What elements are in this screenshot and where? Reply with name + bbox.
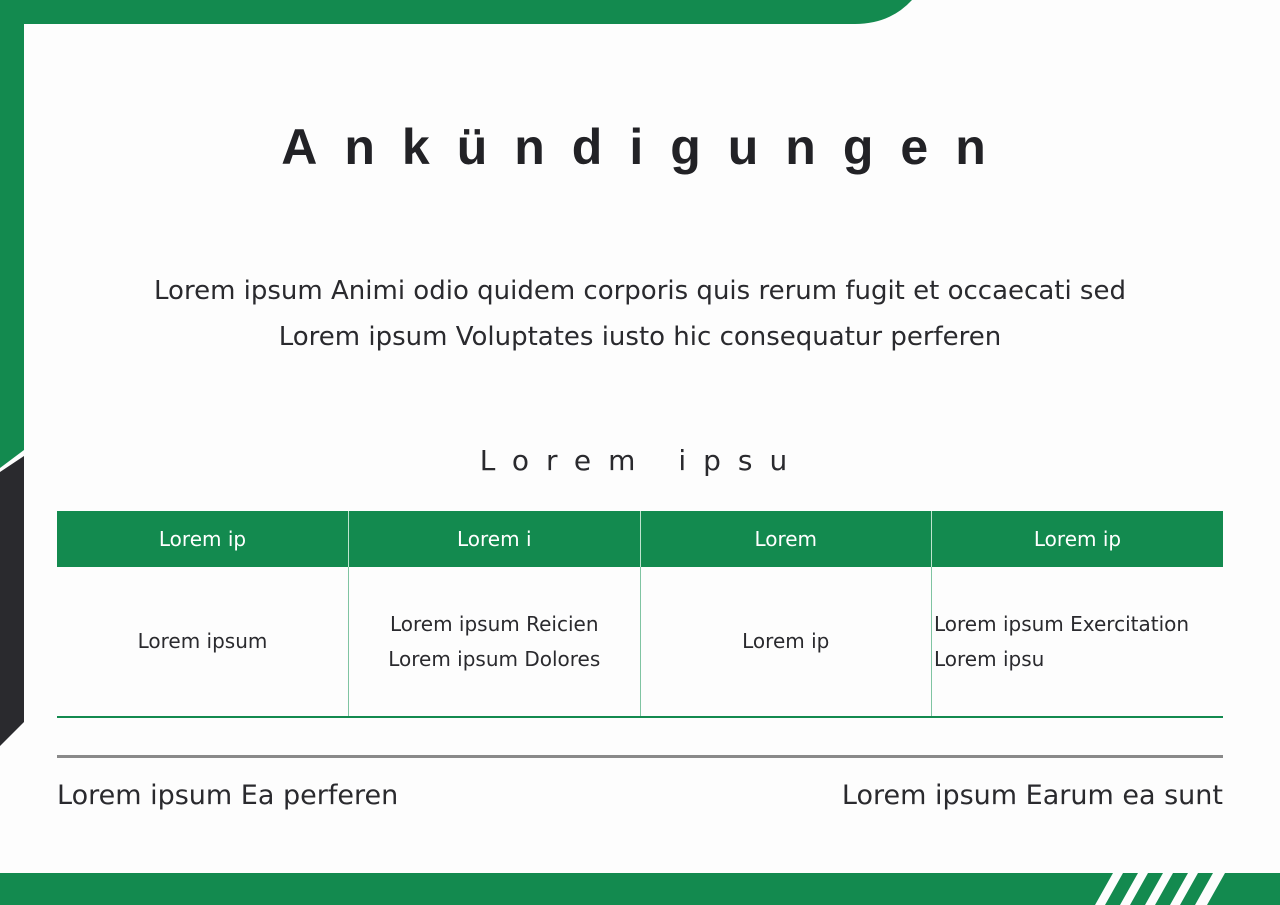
- column-header: Lorem i: [349, 511, 641, 567]
- table-row: [57, 567, 1223, 717]
- bottom-green-band: [0, 873, 1280, 905]
- cell-line: Lorem ip: [742, 629, 830, 653]
- intro-line: Lorem ipsum Voluptates iusto hic consequatur perferen: [278, 322, 1002, 352]
- table-cell: [349, 567, 641, 717]
- cell-line: Lorem ipsum Dolores: [388, 646, 601, 671]
- cell-line: Lorem ipsum Exercitation: [934, 611, 1190, 636]
- section-subtitle: Lorem ipsu: [479, 444, 805, 477]
- footer-right-text: Lorem ipsum Earum ea sunt: [841, 780, 1223, 811]
- table-cell: [640, 567, 932, 717]
- column-header: Lorem ip: [57, 511, 349, 567]
- cell-line: Lorem ipsum: [137, 629, 268, 653]
- cell-line: Lorem ipsum Reicien: [389, 611, 599, 636]
- divider: [57, 755, 1223, 758]
- page-title: Ankündigungen: [281, 119, 1013, 175]
- intro-line: Lorem ipsum Animi odio quidem corporis quis rerum fugit et occaecati sed: [154, 276, 1126, 306]
- left-green-strip: [0, 0, 24, 450]
- announcement-table: [57, 511, 1223, 718]
- top-green-band: [0, 0, 912, 24]
- left-dark-strip: [0, 456, 24, 746]
- intro-text: [0, 268, 1280, 360]
- footer-left-text: Lorem ipsum Ea perferen: [57, 780, 399, 811]
- table-cell: [932, 567, 1224, 717]
- table-cell: [57, 567, 349, 717]
- cell-line: Lorem ipsu: [934, 646, 1045, 671]
- table-header-row: [57, 511, 1223, 567]
- column-header: Lorem: [640, 511, 932, 567]
- column-header: Lorem ip: [932, 511, 1224, 567]
